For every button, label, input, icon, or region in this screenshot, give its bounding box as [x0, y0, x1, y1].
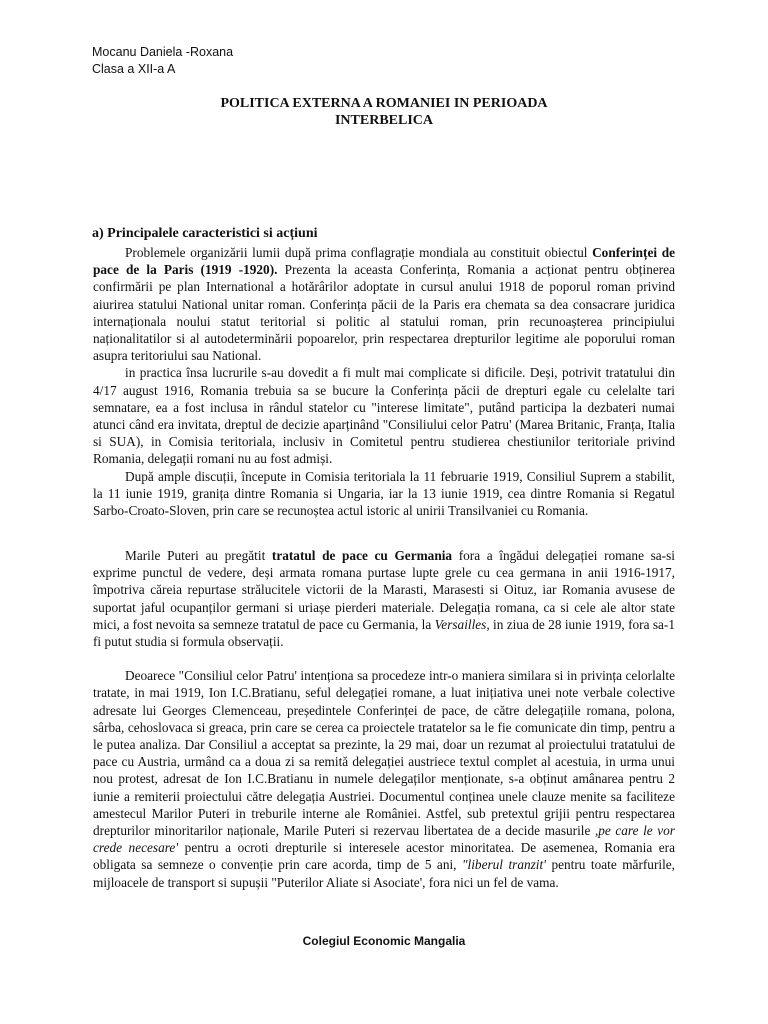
- paragraph-5-italic-1: ,pe care le vor crede necesare': [93, 823, 675, 856]
- title-line-1: POLITICA EXTERNA A ROMANIEI IN PERIOADA: [220, 96, 548, 111]
- title-line-2: INTERBELICA: [334, 113, 434, 128]
- paragraph-1-bold: Conferinței de pace de la Paris (1919 -1920).: [93, 245, 675, 278]
- paragraph-1: [93, 244, 675, 364]
- paragraph-4-italic: Versailles,: [434, 616, 490, 632]
- body-section-1: [93, 244, 675, 519]
- paragraph-4: [93, 547, 675, 650]
- author-class: Clasa a XII-a A: [92, 62, 176, 76]
- paragraph-4-text-c: fora a îngădui delegației romane sa-si exprime punctul de vedere, deși armata romana purtase lupte grele cu cea germana in anii 1916-1917, împotriva căreia repurtase strălucitele victorii de la Marasti, Marasesti si Oituz, iar Romania avusese de suportat jaful ocupanților germani si uriașe pierderi materiale. Delegația romana, ca si cele ale altor state mici, a fost nevoita sa semneze tratatul de pace cu Germania, la: [93, 548, 675, 632]
- document-title: [92, 95, 676, 129]
- paragraph-5-text-e: pentru toate mărfurile, mijloacele de transport si supușii "Puterilor Aliate si Asociate', fora nici un fel de vama.: [93, 857, 676, 890]
- body-section-2: [93, 547, 675, 891]
- author-block: [92, 44, 233, 78]
- paragraph-5: [93, 667, 675, 891]
- paragraph-2: in practica însa lucrurile s-au dovedit a fi mult mai complicate si dificile. Deși, potrivit tratatului din 4/17 august 1916, Romania trebuia sa se bucure la Conferința păcii de drepturi egale cu celelalte tari semnatare, ea a fost inclusa in rândul statelor cu "interese limitate", putând participa la dezbateri numai atunci când era invitata, dreptul de decizie aparținând "Consiliului celor Patru' (Marea Britanic, Franța, Italia si SUA), in Comisia teritoriala, inclusiv in Comitetul pentru studierea chestiunilor teritoriale privind Romania, delegații romani nu au fost admiși.: [93, 365, 675, 467]
- paragraph-4-bold: tratatul de pace cu Germania: [271, 548, 453, 563]
- paragraph-5-italic-2: "liberul tranzit': [461, 857, 547, 873]
- paragraph-5-text-a: Deoarece "Consiliul celor Patru' intenționa sa procedeze intr-o maniera similara si in privința celorlalte tratate, in mai 1919, Ion I.C.Bratianu, seful delegației romane, a luat inițiativa unei note verbale colective adresate lui Georges Clemenceau, președintele Conferinței de pace, de către delegațiile romana, polona, sârba, cehoslovaca si greaca, prin care se cerea ca proiectele tratatelor sa le fie comunicate din timp, pentru a le putea analiza. Dar Consiliul a acceptat sa prezinte, la 29 mai, doar un rezumat al proiectului tratatului de pace cu Austria, urmând ca a doua zi sa remită delegației austriece textul complet al acestuia, in urma unui nou protest, adresat de Ion I.C.Bratianu in numele delegaților menționate, s-a obținut amânarea pentru 2 iunie a remiterii proiectului către delegația Austriei. Documentul conținea unele clauze menite sa faciliteze amestecul Marilor Puteri in treburile interne ale României. Astfel, sub pretextul grijii pentru respectarea drepturilor minoritarilor naționale, Marile Puteri si rezervau libertatea de a decide masurile: [93, 668, 675, 839]
- paragraph-1-text-c: Prezenta la aceasta Conferința, Romania a acționat pentru obținerea confirmării pe plan International a hotărârilor adoptate in cursul anului 1918 de poporul roman privind aiurirea statului National unitar roman. Conferința păcii de la Paris era chemata sa dea consacrare juridica internaționala noului statut teritorial si politic al statului roman, prin recunoașterea principiului naționalitatilor si al autodeterminării popoarelor, prin respectarea drepturilor legitime ale poporului roman asupra teritoriului sau National.: [93, 262, 675, 364]
- paragraph-4-text-e: in ziua de 28 iunie 1919, fora sa-1 fi putut studia si formula observații.: [93, 616, 675, 650]
- footer-school-name: Colegiul Economic Mangalia: [302, 934, 466, 948]
- paragraph-5-text-c: pentru a ocroti drepturile si interesele acestor minoritatea. De asemenea, Romania era obligata sa semneze o convenție prin care acorda, timp de 5 ani,: [93, 840, 675, 873]
- paragraph-spacer: [93, 650, 675, 667]
- paragraph-4-text-a: Marile Puteri au pregătit: [125, 548, 272, 563]
- paragraph-3: După ample discuții, începute in Comisia teritoriala la 11 februarie 1919, Consiliul Suprem a stabilit, la 11 iunie 1919, granița dintre Romania si Ungaria, iar la 13 iunie 1919, cea dintre Romania si Regatul Sarbo-Croato-Sloven, prin care se recunoștea actul istoric al unirii Transilvaniei cu Romania.: [93, 468, 675, 519]
- author-name: Mocanu Daniela -Roxana: [92, 45, 234, 59]
- paragraph-1-text-a: Problemele organizării lumii după prima conflagrație mondiala au constituit obiectul: [125, 245, 593, 260]
- section-heading: a) Principalele caracteristici si acțiuni: [92, 226, 318, 241]
